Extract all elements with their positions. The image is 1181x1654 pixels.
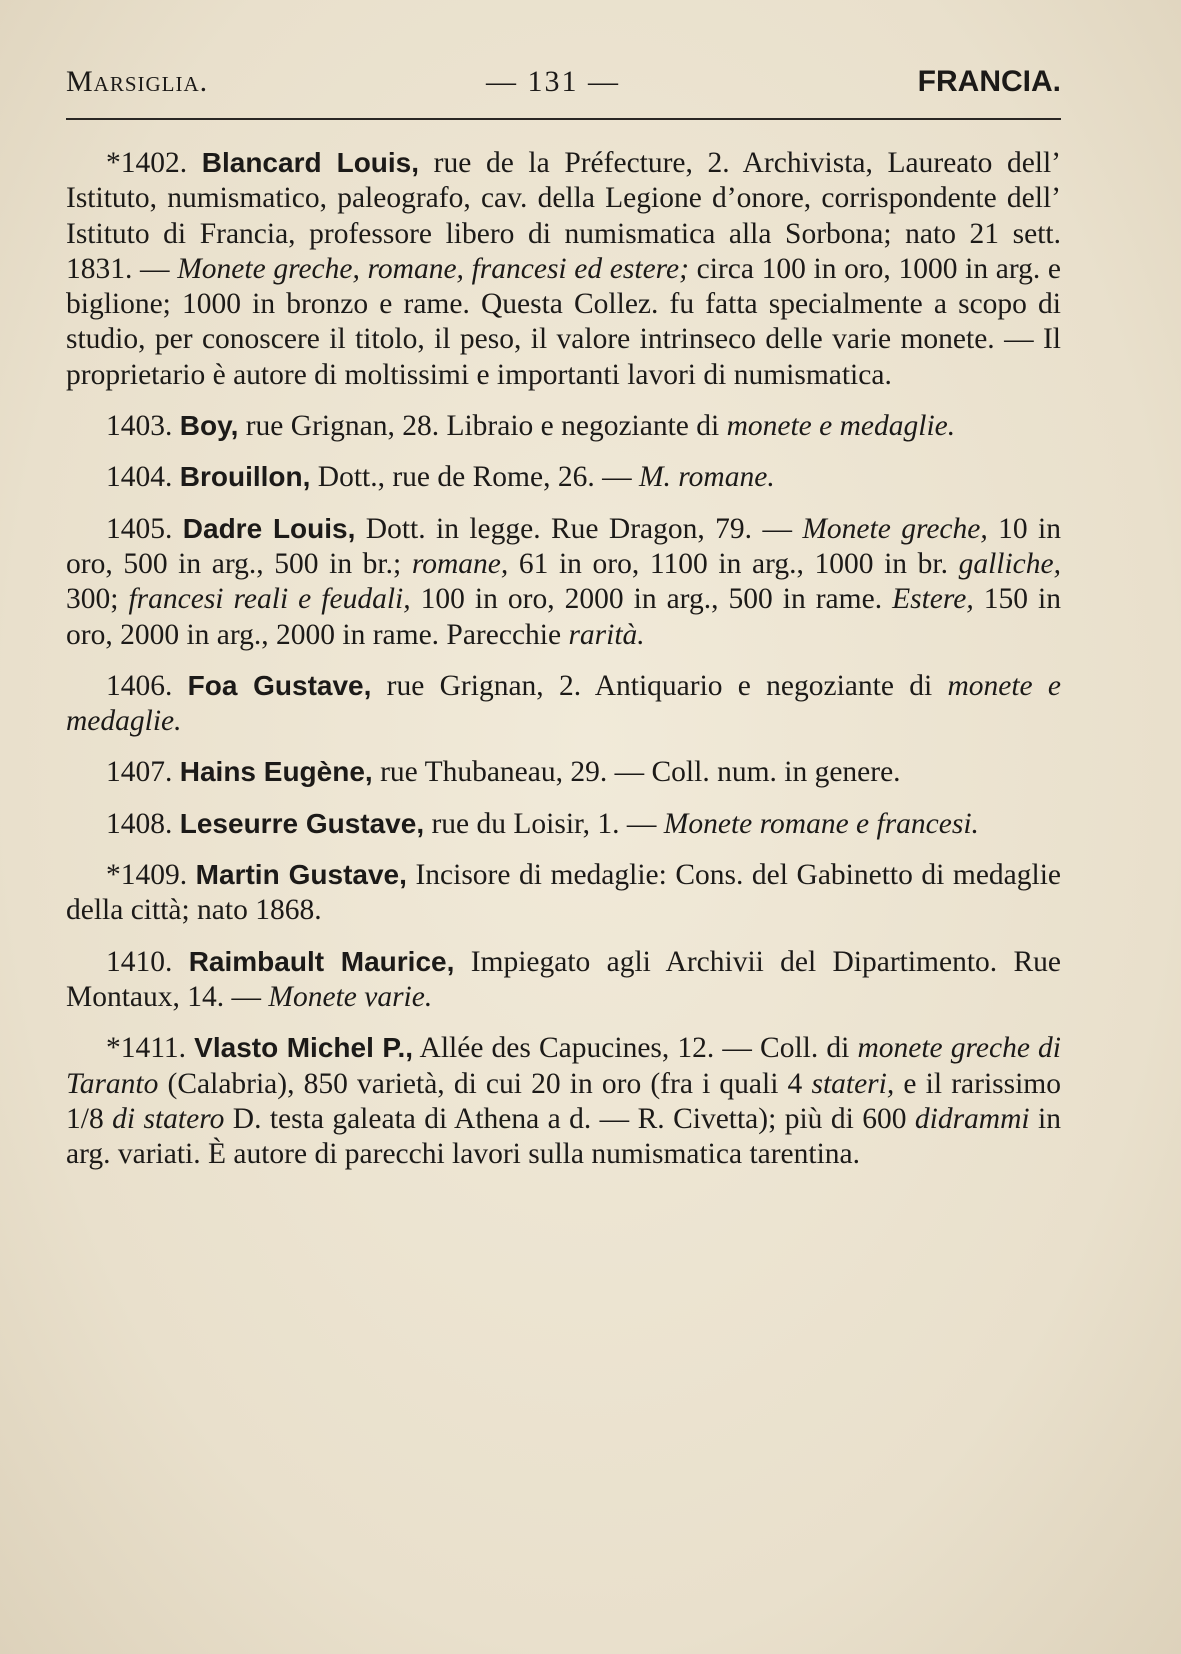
entry-italic-text: Monete romane e francesi. [663,807,979,840]
entry-text: Dott., rue de Rome, 26. — [310,461,639,494]
entry-name: Raimbault Maurice, [188,945,455,977]
entry-text: Impiegato agli Archivii del Dipartimento. Rue Montaux, 14. — [66,945,1062,1013]
entry-text: e il rarissimo 1/8 [66,1067,1061,1135]
entry-italic-text: didrammi [914,1102,1030,1135]
entry-italic-text: di statero [112,1102,225,1135]
directory-entry [66,857,1061,929]
entry-italic-text: Estere, [892,583,974,616]
directory-entry [66,754,1061,790]
entry-number: *1411. [106,1032,187,1065]
directory-entry [66,668,1061,740]
entry-number: 1407. [106,756,173,789]
entry-number: *1409. [106,859,188,892]
directory-entry [66,806,1061,842]
entry-text: 61 in oro, 1100 in arg., 1000 in br. [508,547,959,580]
entry-number: 1404. [106,461,173,494]
directory-entry [66,944,1061,1016]
header-country: FRANCIA. [917,65,1061,98]
entry-italic-text: monete e medaglie. [726,410,956,443]
entry-name: Hains Eugène, [179,756,373,788]
directory-entry [66,145,1061,393]
entry-italic-text: stateri, [811,1067,895,1100]
entry-text: 10 in oro, 500 in arg., 500 in br.; [66,512,1061,580]
header-place: Marsiglia. [66,65,209,98]
entries-list [66,145,1061,1187]
directory-entry [66,511,1061,653]
entry-italic-text: romane, [411,547,509,580]
entry-name: Boy, [179,410,239,442]
entry-italic-text: monete greche di Taranto [66,1032,1061,1100]
entry-text: Incisore di medaglie: Cons. del Gabinetto di medaglie della città; nato 1868. [66,859,1061,927]
page-number: — 131 — [486,65,620,98]
entry-text: rue Grignan, 2. Antiquario e negoziante di [371,669,948,702]
entry-text: (Calabria), 850 varietà, di cui 20 in oro (fra i quali 4 [158,1067,812,1100]
entry-number: 1408. [106,807,173,840]
entry-number: 1410. [106,945,173,978]
running-head [66,62,1061,102]
entry-italic-text: rarità. [568,618,645,651]
entry-name: Foa Gustave, [187,669,372,701]
entry-text: D. testa galeata di Athena a d. — R. Civetta); più di 600 [224,1102,915,1135]
directory-entry [66,408,1061,444]
entry-name: Martin Gustave, [195,859,407,891]
entry-text: rue Thubaneau, 29. — Coll. num. in genere. [372,756,901,789]
entry-italic-text: M. romane. [638,461,775,494]
entry-text: in arg. variati. È autore di parecchi lavori sulla numismatica tarentina. [66,1102,1061,1171]
entry-name: Vlasto Michel P., [194,1032,414,1064]
directory-entry [66,459,1061,495]
entry-number: 1406. [106,669,173,702]
entry-text: 150 in oro, 2000 in arg., 2000 in rame. Parecchie [66,583,1061,651]
entry-name: Leseurre Gustave, [179,807,425,839]
entry-number: *1402. [106,147,188,179]
entry-text: rue de la Préfecture, 2. Archivista, Laureato dell’ Istituto, numismatico, paleografo, cav. della Legione d’onore, corrispondente dell’ Istituto di Francia, professore libero di numismatica alla Sorbona; nato 21 sett. 1831. — [66,147,1062,285]
entry-text: Dott. in legge. Rue Dragon, 79. — [355,512,803,545]
entry-italic-text: Monete greche, romane, francesi ed estere; [177,252,689,285]
entry-name: Dadre Louis, [182,512,356,544]
entry-text: circa 100 in oro, 1000 in arg. e biglione; 1000 in bronzo e rame. Questa Collez. fu fatta specialmente a scopo di studio, per conoscere il titolo, il peso, il valore intrinseco delle varie monete. — Il proprietario è autore di moltissimi e importanti lavori di numismatica. [66,252,1061,391]
directory-entry [66,1030,1061,1172]
entry-text: rue Grignan, 28. Libraio e negoziante di [238,410,727,443]
entry-italic-text: Monete varie. [268,980,433,1013]
entry-number: 1403. [106,410,173,443]
entry-italic-text: galliche, [958,547,1061,580]
entry-text: Allée des Capucines, 12. — Coll. di [413,1032,858,1065]
entry-text: rue du Loisir, 1. — [424,807,664,840]
entry-italic-text: Monete greche, [802,512,988,545]
entry-name: Blancard Louis, [201,147,420,178]
entry-text: 100 in oro, 2000 in arg., 500 in rame. [410,583,893,616]
entry-name: Brouillon, [179,461,311,493]
entry-number: 1405. [106,512,173,545]
entry-italic-text: francesi reali e feudali, [128,583,411,616]
entry-italic-text: monete e medaglie. [66,669,1062,738]
entry-text: 300; [66,583,129,616]
header-rule [66,118,1061,120]
